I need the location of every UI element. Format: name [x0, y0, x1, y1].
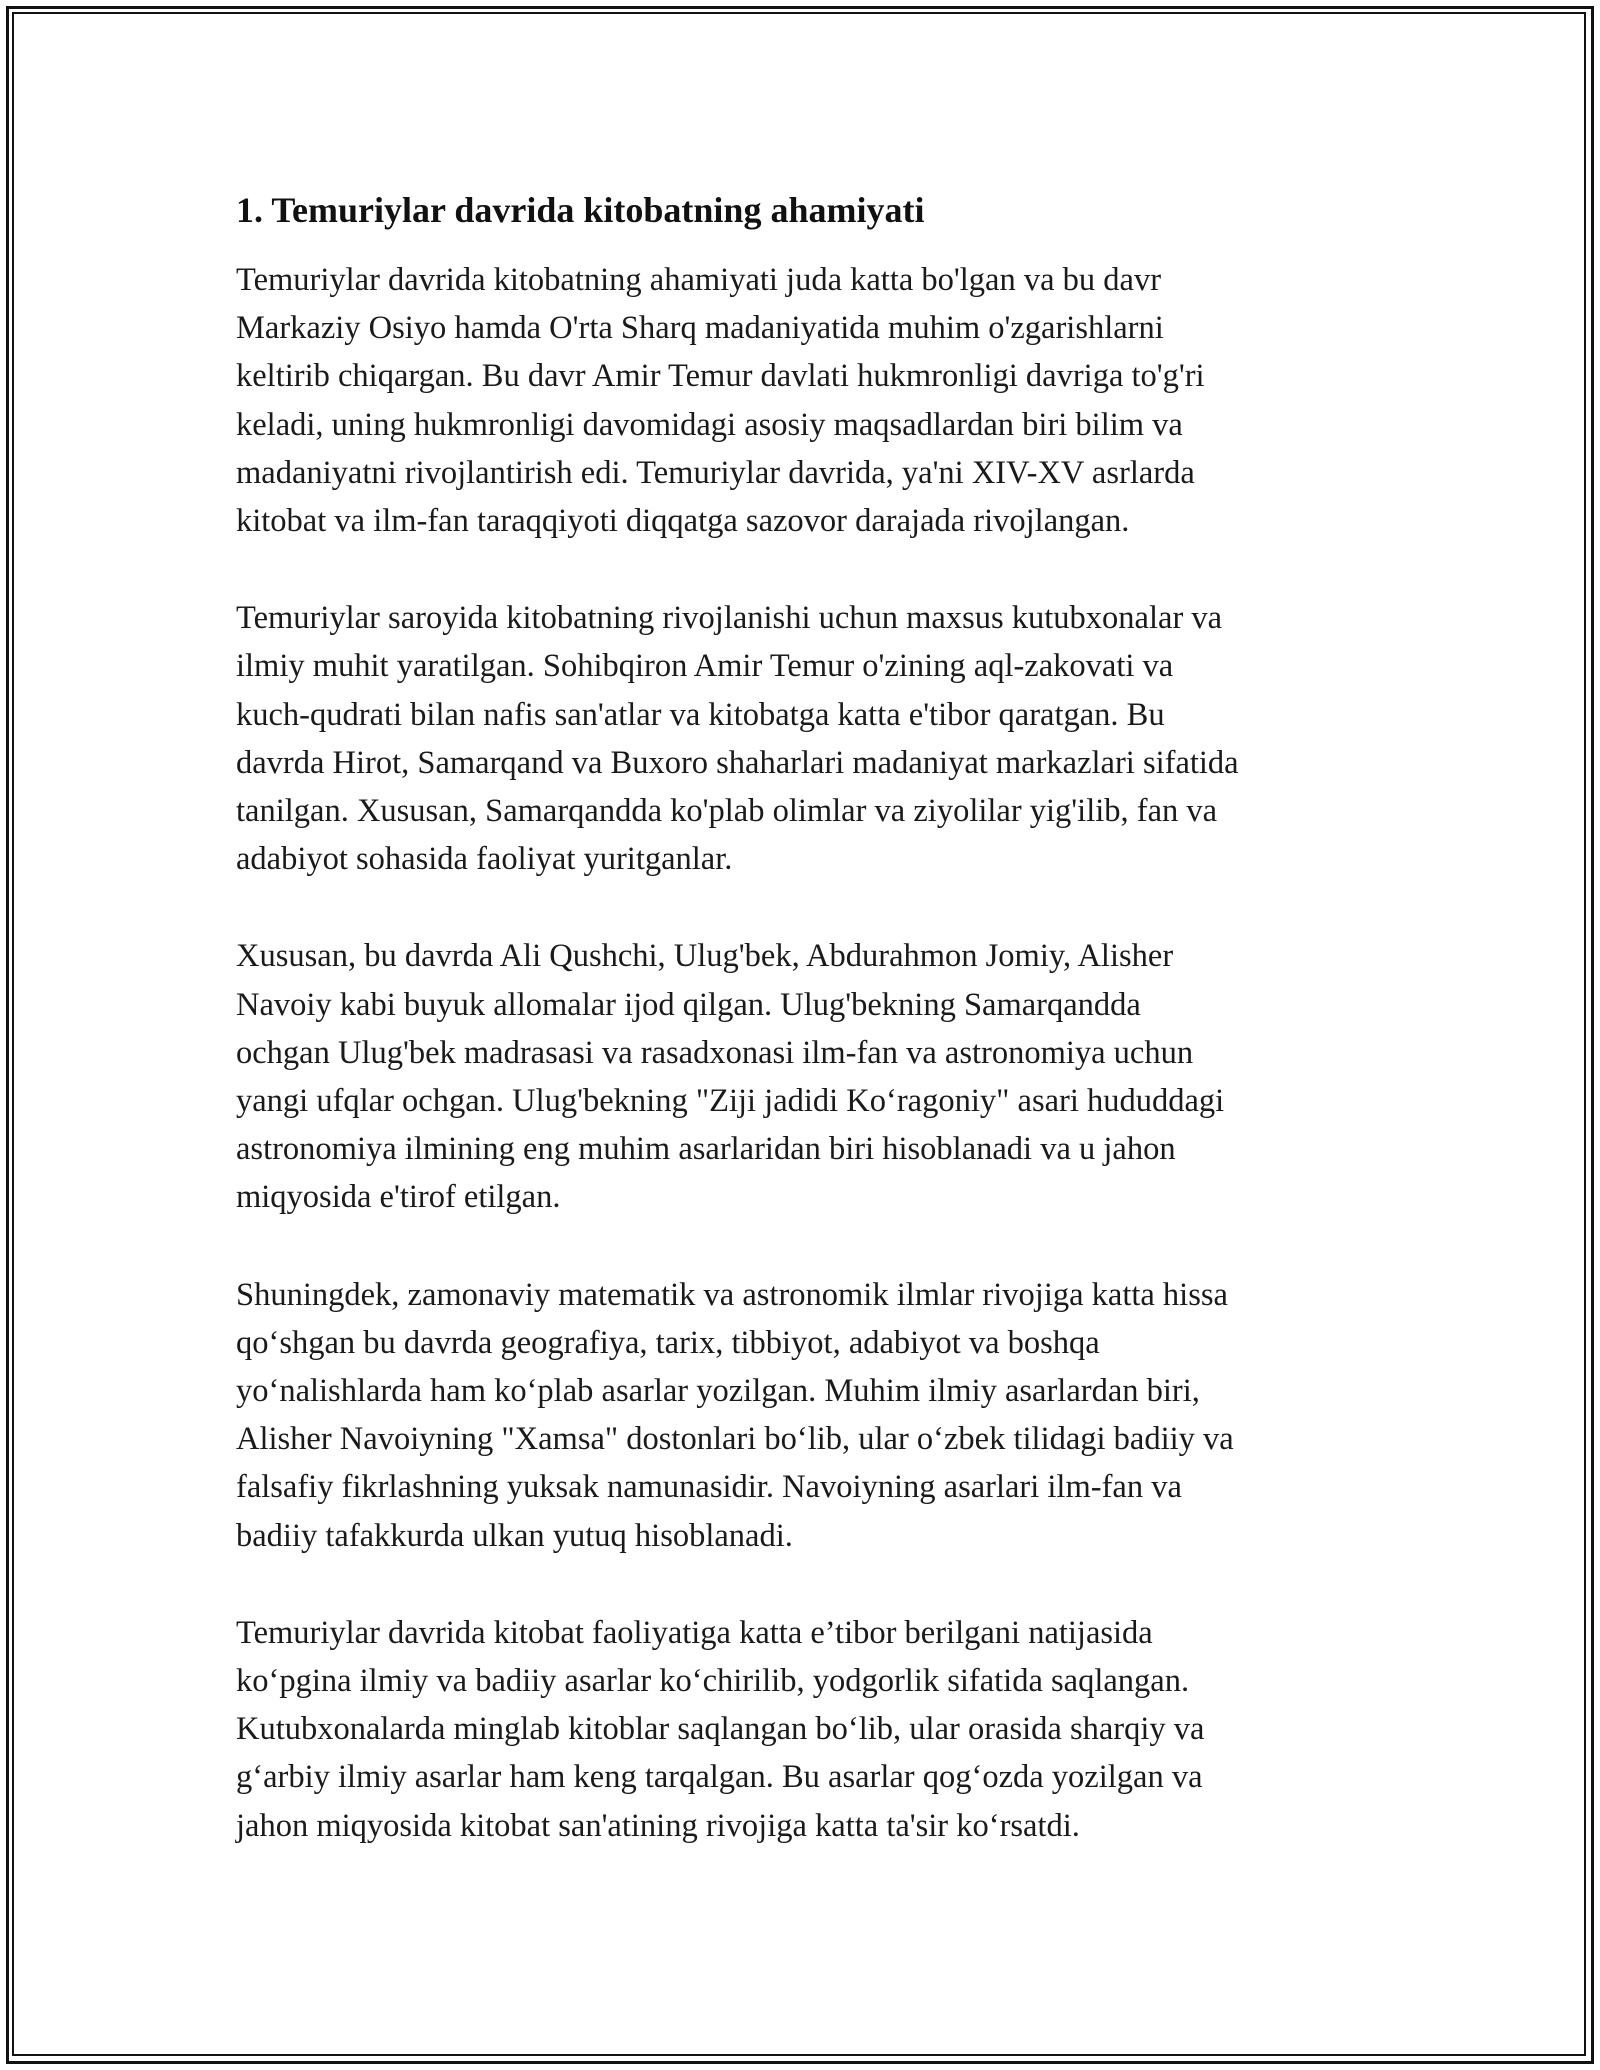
- paragraph-4: Shuningdek, zamonaviy matematik va astronomik ilmlar rivojiga katta hissa qo‘shgan bu davrda geografiya, tarix, tibbiyot, adabiyot va boshqa yo‘nalishlarda ham ko‘plab asarlar yozilgan. Muhim ilmiy asarlardan biri, Alisher Navoiyning "Xamsa" dostonlari bo‘lib, ular o‘zbek tilidagi badiiy va falsafiy fikrlashning yuksak namunasidir. Navoiyning asarlari ilm-fan va badiiy tafakkurda ulkan yutuq hisoblanadi.: [236, 1276, 1234, 1554]
- document-body: [236, 186, 1396, 1899]
- paragraph-2: Temuriylar saroyida kitobatning rivojlanishi uchun maxsus kutubxonalar va ilmiy muhit yaratilgan. Sohibqiron Amir Temur o'zining aql-zakovati va kuch-qudrati bilan nafis san'atlar va kitobatga katta e'tibor qaratgan. Bu davrda Hirot, Samarqand va Buxoro shaharlari madaniyat markazlari sifatida tanilgan. Xususan, Samarqandda ko'plab olimlar va ziyolilar yig'ilib, fan va adabiyot sohasida faoliyat yuritganlar.: [236, 600, 1239, 878]
- paragraph-5: Temuriylar davrida kitobat faoliyatiga katta e’tibor berilgani natijasida ko‘pgina ilmiy va badiiy asarlar ko‘chirilib, yodgorlik sifatida saqlangan. Kutubxonalarda minglab kitoblar saqlangan bo‘lib, ular orasida sharqiy va g‘arbiy ilmiy asarlar ham keng tarqalgan. Bu asarlar qog‘ozda yozilgan va jahon miqyosida kitobat san'atining rivojiga katta ta'sir ko‘rsatdi.: [236, 1614, 1205, 1844]
- paragraph-3: Xususan, bu davrda Ali Qushchi, Ulug'bek, Abdurahmon Jomiy, Alisher Navoiy kabi buyuk allomalar ijod qilgan. Ulug'bekning Samarqandda ochgan Ulug'bek madrasasi va rasadxonasi ilm-fan va astronomiya uchun yangi ufqlar ochgan. Ulug'bekning "Ziji jadidi Ko‘ragoniy" asari hududdagi astronomiya ilmining eng muhim asarlaridan biri hisoblanadi va u jahon miqyosida e'tirof etilgan.: [236, 938, 1225, 1216]
- paragraph-1: Temuriylar davrida kitobatning ahamiyati juda katta bo'lgan va bu davr Markaziy Osiyo hamda O'rta Sharq madaniyatida muhim o'zgarishlarni keltirib chiqargan. Bu davr Amir Temur davlati hukmronligi davriga to'g'ri keladi, uning hukmronligi davomidagi asosiy maqsadlardan biri bilim va madaniyatni rivojlantirish edi. Temuriylar davrida, ya'ni XIV-XV asrlarda kitobat va ilm-fan taraqqiyoti diqqatga sazovor darajada rivojlangan.: [236, 262, 1205, 540]
- section-heading: 1. Temuriylar davrida kitobatning ahamiyati: [236, 190, 925, 230]
